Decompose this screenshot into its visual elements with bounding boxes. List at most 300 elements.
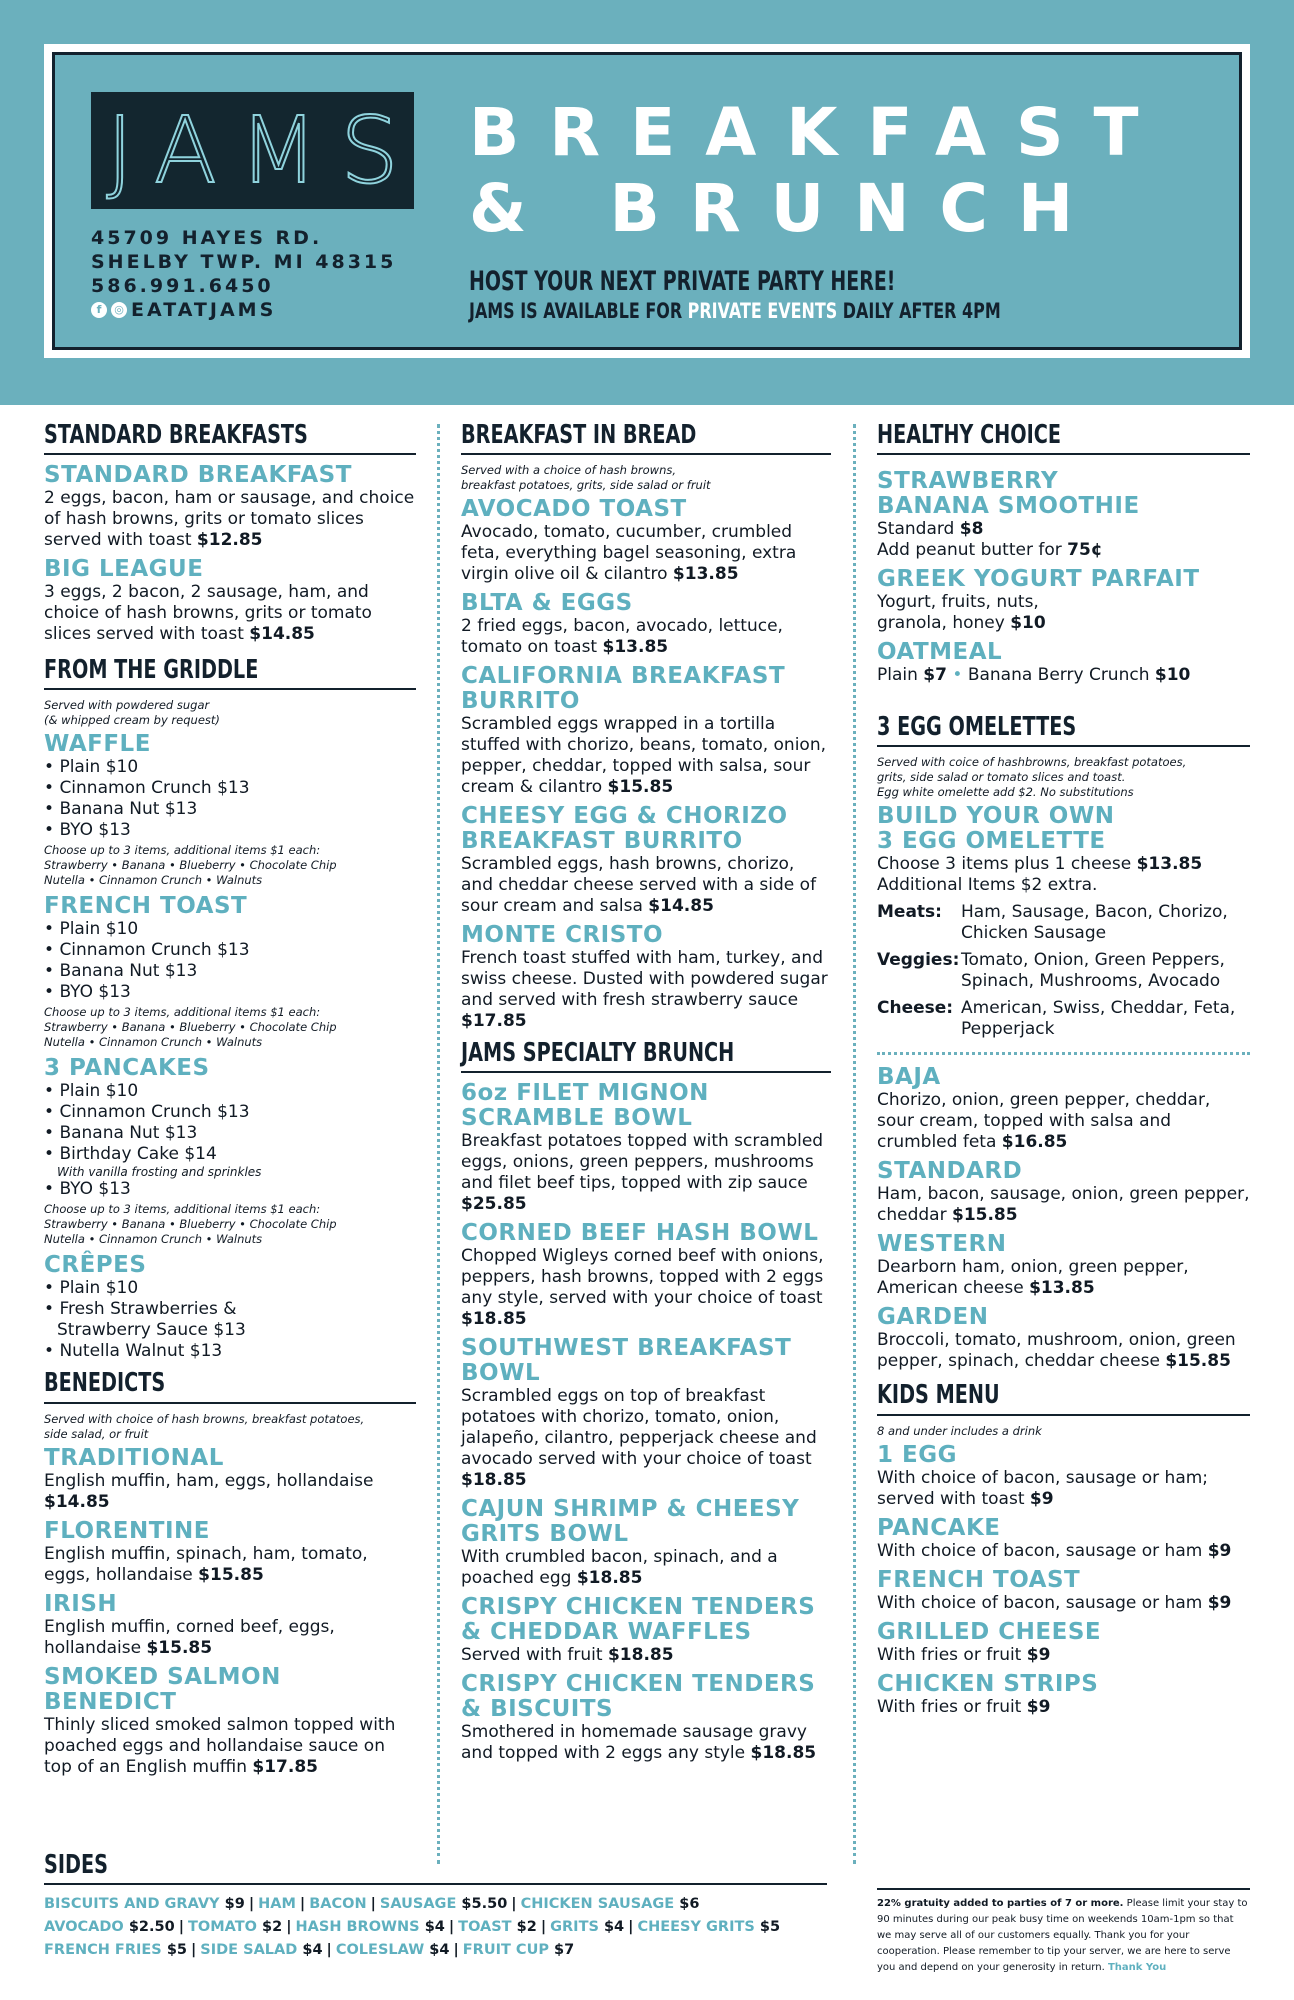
side-name: GRITS [550, 1919, 599, 1936]
item-name: CRÊPES [44, 1252, 147, 1279]
section-heading: HEALTHY CHOICE [877, 420, 1062, 450]
item-desc [44, 1715, 416, 1778]
side-price: $5 [759, 1919, 781, 1936]
address-line-1: 45709 HAYES RD. [91, 227, 323, 249]
side-name: COLESLAW [335, 1942, 425, 1959]
column-right [877, 420, 1250, 1724]
item-price: $18.85 [750, 1743, 817, 1764]
menu-item [461, 923, 831, 1032]
item-desc: Additional Items $2 extra. [877, 875, 1098, 896]
social-handle-text: EATATJAMS [131, 299, 277, 321]
item-name: 1 EGG [877, 1441, 957, 1468]
desc-text: Plain [877, 665, 924, 686]
option: • Plain $10 [44, 757, 416, 778]
desc-text: Chopped Wigleys corned beef with onions, peppers, hash browns, topped with 2 eggs any style, served with your choice of toast [461, 1246, 824, 1309]
section-breakfast-in-bread [461, 420, 831, 455]
toppings-note [44, 1202, 416, 1247]
item-name: GREEK YOGURT PARFAIT [877, 566, 1200, 593]
section-heading: SIDES [44, 1850, 108, 1880]
item-price: $17.85 [461, 1011, 527, 1032]
menu-title-line-1: BREAKFAST [469, 94, 1169, 171]
item-price: $16.85 [1001, 1132, 1068, 1153]
option: • Cinnamon Crunch $13 [44, 778, 416, 799]
option: • Nutella Walnut $13 [44, 1341, 416, 1362]
item-desc [877, 1090, 1250, 1153]
separator: | [326, 1942, 332, 1959]
item-name: BIG LEAGUE [44, 556, 204, 583]
toppings-note [44, 1005, 416, 1050]
item-name: CHICKEN STRIPS [877, 1670, 1099, 1697]
section-sides [44, 1850, 827, 1962]
item-desc [877, 1257, 1250, 1299]
menu-item-pancakes [44, 1056, 416, 1247]
section-heading: BENEDICTS [44, 1368, 166, 1399]
menu-item [877, 1065, 1250, 1153]
item-price: $15.85 [1165, 1351, 1231, 1372]
desc-text: Broccoli, tomato, mushroom, onion, green pepper, spinach, cheddar cheese [877, 1330, 1236, 1372]
logo-text: JAMS [106, 97, 421, 204]
item-price: $14.85 [249, 624, 315, 645]
item-desc [44, 1617, 416, 1659]
menu-item [461, 1595, 831, 1666]
side-price: $4 [424, 1919, 445, 1936]
toppings-note [44, 843, 416, 888]
section-heading: STANDARD BREAKFASTS [44, 420, 308, 450]
column-left [44, 420, 416, 1784]
cheese-list: American, Swiss, Cheddar, Feta, Pepperjack [961, 998, 1236, 1040]
section-note: 8 and under includes a drink [877, 1423, 1042, 1438]
note-line: Choose up to 3 items, additional items $1 each: [44, 1005, 321, 1020]
item-price: $13.85 [602, 637, 669, 658]
item-price: $10 [1010, 613, 1046, 634]
desc-text: Served with fruit [461, 1645, 608, 1666]
desc-text: English muffin, ham, eggs, hollandaise [44, 1470, 374, 1491]
item-price: 75¢ [1067, 540, 1103, 561]
standard-items [44, 463, 416, 645]
item-name: CHEESY EGG & CHORIZO BREAKFAST BURRITO [461, 803, 788, 855]
side-price: $5 [166, 1942, 187, 1959]
menu-item [877, 1159, 1250, 1226]
desc-text: Breakfast potatoes topped with scrambled eggs, onions, green peppers, mushrooms and filet beef tips, topped with zip sauce [461, 1131, 824, 1194]
item-price: $14.85 [44, 1491, 110, 1512]
item-price: $14.85 [648, 896, 714, 917]
item-price: $13.85 [672, 564, 739, 585]
column-divider-2 [853, 424, 856, 1864]
menu-item [461, 1081, 831, 1215]
item-desc [877, 854, 1250, 875]
item-desc [44, 582, 416, 645]
note-line: (& whipped cream by request) [44, 713, 220, 728]
social-handle[interactable] [91, 299, 276, 321]
desc-text: With fries or fruit [877, 1696, 1027, 1717]
note-line: Strawberry • Banana • Blueberry • Chocolate Chip [44, 858, 337, 873]
menu-item [877, 1620, 1250, 1666]
separator: | [511, 1896, 517, 1913]
item-desc [461, 948, 831, 1032]
menu-item-build-your-own [877, 804, 1250, 1040]
desc-text: Yogurt, fruits, nuts, granola, honey [877, 592, 1039, 634]
private-events-highlight: PRIVATE EVENTS [687, 299, 838, 323]
section-note [877, 755, 1250, 800]
item-desc [461, 1645, 831, 1666]
item-name: CRISPY CHICKEN TENDERS & BISCUITS [461, 1671, 816, 1723]
item-price: $15.85 [951, 1205, 1018, 1226]
desc-text: 3 eggs, 2 bacon, 2 sausage, ham, and choice of hash browns, grits or tomato slices served with toast [44, 582, 372, 645]
menu-item [44, 1446, 416, 1513]
item-price: $9 [1207, 1592, 1232, 1613]
section-benedicts [44, 1368, 416, 1403]
item-desc [461, 522, 831, 585]
section-healthy-choice [877, 420, 1250, 455]
item-name: STANDARD BREAKFAST [44, 462, 352, 489]
item-desc [877, 1184, 1250, 1226]
menu-item [461, 591, 831, 658]
option: • Cinnamon Crunch $13 [44, 940, 416, 961]
section-specialty-brunch [461, 1038, 831, 1073]
desc-text: With choice of bacon, sausage or ham; served with toast [877, 1467, 1209, 1509]
section-note [461, 463, 831, 493]
option-text: Strawberry Sauce $13 [57, 1320, 246, 1341]
private-events-text-c: DAILY AFTER 4PM [837, 299, 1001, 323]
item-price: $18.85 [461, 1470, 527, 1491]
column-divider-1 [437, 424, 440, 1864]
menu-item [44, 1592, 416, 1659]
item-name: OATMEAL [877, 639, 1003, 666]
side-name: CHEESY GRITS [637, 1919, 755, 1936]
side-name: CHICKEN SAUSAGE [520, 1896, 675, 1913]
item-desc [44, 1471, 416, 1513]
address-line-2: SHELBY TWP. MI 48315 [91, 251, 397, 273]
note-line: Strawberry • Banana • Blueberry • Chocolate Chip [44, 1020, 337, 1035]
item-price: $7 [923, 665, 947, 686]
item-desc [461, 854, 831, 917]
option-text: Fresh Strawberries & [59, 1299, 237, 1320]
menu-item [877, 1568, 1250, 1614]
cheese-row [877, 998, 1250, 1040]
item-name: BAJA [877, 1064, 941, 1091]
item-name: FLORENTINE [44, 1517, 210, 1544]
thank-you: Thank You [1107, 1962, 1167, 1973]
item-desc [461, 1131, 831, 1215]
cheese-label: Cheese: [877, 998, 954, 1019]
option: • BYO $13 [44, 820, 416, 841]
meats-row [877, 902, 1250, 944]
note-line: Nutella • Cinnamon Crunch • Walnuts [44, 1232, 263, 1247]
side-name: TOAST [458, 1919, 512, 1936]
option-list [44, 919, 416, 1003]
item-price: $9 [1026, 1644, 1051, 1665]
menu-item [877, 1305, 1250, 1372]
item-desc [877, 592, 1077, 634]
side-price: $4 [429, 1942, 450, 1959]
item-price: $13.85 [1029, 1278, 1095, 1299]
item-price: $18.85 [607, 1645, 674, 1666]
item-desc [877, 665, 1250, 686]
private-events-text-a: JAMS IS AVAILABLE FOR [469, 299, 688, 323]
desc-text: Avocado, tomato, cucumber, crumbled feta, everything bagel seasoning, extra virgin olive oil & cilantro [461, 522, 797, 585]
item-price: $13.85 [1136, 854, 1203, 875]
desc-text: Scrambled eggs wrapped in a tortilla stuffed with chorizo, beans, tomato, onion, pepper, cheddar, topped with salsa, sour cream & cilantro [461, 714, 827, 798]
section-heading: KIDS MENU [877, 1380, 1000, 1411]
section-standard-breakfasts [44, 420, 416, 455]
side-name: SAUSAGE [379, 1896, 457, 1913]
item-name: AVOCADO TOAST [461, 496, 687, 523]
item-desc [44, 488, 416, 551]
desc-text: Smothered in homemade sausage gravy and topped with 2 eggs any style [461, 1722, 807, 1764]
item-name: STRAWBERRY BANANA SMOOTHIE [877, 468, 1140, 520]
menu-item [877, 1443, 1250, 1510]
note-line: Egg white omelette add $2. No substitutions [877, 785, 1134, 800]
gratuity-bold: 22% gratuity added to parties of 7 or more. [877, 1898, 1124, 1909]
item-price: $25.85 [461, 1194, 527, 1215]
item-desc [877, 1645, 1250, 1666]
separator: | [178, 1919, 184, 1936]
section-omelettes [877, 712, 1250, 747]
sides-row [44, 1939, 827, 1962]
item-price: $15.85 [146, 1637, 213, 1658]
veggies-row [877, 950, 1250, 992]
side-price: $4 [603, 1919, 625, 1936]
option: • Plain $10 [44, 1081, 416, 1102]
side-name: AVOCADO [44, 1919, 124, 1936]
item-price: $15.85 [198, 1564, 264, 1585]
private-events-line [469, 299, 1001, 323]
sides-heading-rule [44, 1850, 827, 1885]
bread-items [461, 497, 831, 1032]
option: • Banana Nut $13 [44, 799, 416, 820]
note-line: side salad, or fruit [44, 1426, 149, 1441]
item-name: FRENCH TOAST [877, 1566, 1081, 1593]
section-heading: FROM THE GRIDDLE [44, 655, 259, 686]
option-list [44, 1278, 416, 1362]
item-desc [461, 616, 831, 658]
separator: | [448, 1919, 455, 1936]
item-name: TRADITIONAL [44, 1444, 224, 1471]
item-price: $8 [959, 519, 984, 540]
side-name: HASH BROWNS [295, 1919, 420, 1936]
bullet-separator: • [946, 665, 968, 686]
desc-text: Chorizo, onion, green pepper, cheddar, sour cream, topped with salsa and crumbled feta [877, 1090, 1211, 1153]
gratuity-text: Please limit your stay to 90 minutes during our peak busy time on weekends 10am-1pm so that we may serve all of our customers equally. Thank you for your cooperation. Please remember to tip your server, we are here to serve you and depend on your generosity in return. [877, 1898, 1248, 1973]
menu-item-french-toast [44, 894, 416, 1050]
sides-row [44, 1916, 827, 1939]
item-name: SOUTHWEST BREAKFAST BOWL [461, 1335, 792, 1387]
menu-item-oatmeal [877, 640, 1250, 686]
section-heading: JAMS SPECIALTY BRUNCH [461, 1038, 735, 1069]
separator: | [628, 1919, 634, 1936]
desc-text: With choice of bacon, sausage or ham [877, 1540, 1208, 1561]
note-line: Choose up to 3 items, additional items $1 each: [44, 843, 321, 858]
side-price: $5.50 [461, 1896, 508, 1913]
option-list [44, 757, 416, 841]
item-name: PANCAKE [877, 1514, 1001, 1541]
note-line: Served with a choice of hash browns, [461, 463, 677, 478]
header-inner [52, 52, 1242, 350]
menu-item-waffle [44, 732, 416, 888]
option-list [44, 1081, 416, 1165]
side-name: BACON [309, 1896, 367, 1913]
note-line: breakfast potatoes, grits, side salad or fruit [461, 478, 711, 493]
item-name: GRILLED CHEESE [877, 1618, 1102, 1645]
item-name: SMOKED SALMON BENEDICT [44, 1663, 281, 1715]
desc-text: With fries or fruit [877, 1644, 1027, 1665]
veggies-list: Tomato, Onion, Green Peppers, Spinach, Mushrooms, Avocado [961, 950, 1225, 992]
item-name: 6oz FILET MIGNON SCRAMBLE BOWL [461, 1080, 709, 1132]
item-price: $10 [1154, 665, 1191, 686]
item-price: $12.85 [196, 530, 263, 551]
item-desc [461, 1722, 831, 1764]
item-name: GARDEN [877, 1304, 989, 1331]
menu-item-parfait [877, 567, 1250, 634]
menu-item [877, 1672, 1250, 1718]
menu-item [877, 1232, 1250, 1299]
menu-item [44, 1519, 416, 1586]
desc-text: French toast stuffed with ham, turkey, and swiss cheese. Dusted with powdered sugar and served with fresh strawberry sauce [461, 948, 828, 1011]
omelette-items [877, 1065, 1250, 1372]
item-name: BUILD YOUR OWN 3 EGG OMELETTE [877, 803, 1115, 855]
desc-text: Thinly sliced smoked salmon topped with poached eggs and hollandaise sauce on top of an English muffin [44, 1714, 396, 1777]
note-line: Strawberry • Banana • Blueberry • Chocolate Chip [44, 1217, 337, 1232]
section-note [44, 1412, 416, 1442]
menu-item [44, 1665, 416, 1778]
desc-text: With crumbled bacon, spinach, and a poached egg [461, 1547, 778, 1589]
menu-item [461, 1221, 831, 1330]
desc-text: 2 eggs, bacon, ham or sausage, and choice of hash browns, grits or tomato slices served with toast [44, 488, 415, 551]
option-list [44, 1179, 416, 1200]
item-name: FRENCH TOAST [44, 893, 248, 920]
item-name: CRISPY CHICKEN TENDERS & CHEDDAR WAFFLES [461, 1594, 816, 1646]
menu-item [461, 804, 831, 917]
menu-item [461, 1672, 831, 1764]
item-name: CALIFORNIA BREAKFAST BURRITO [461, 663, 786, 715]
birthday-cake-note: With vanilla frosting and sprinkles [57, 1165, 262, 1180]
item-desc [44, 1544, 416, 1586]
side-price: $7 [554, 1942, 575, 1959]
note-line: Served with powdered sugar [44, 698, 210, 713]
desc-text: With choice of bacon, sausage or ham [877, 1592, 1208, 1613]
item-desc [877, 519, 1250, 540]
option: • BYO $13 [44, 982, 416, 1003]
veggies-label: Veggies: [877, 950, 960, 971]
item-desc [461, 714, 831, 798]
menu-item-crepes [44, 1253, 416, 1362]
facebook-icon[interactable]: f [91, 302, 107, 318]
side-price: $9 [224, 1896, 245, 1913]
desc-text: Banana Berry Crunch [967, 665, 1155, 686]
item-price: $9 [1207, 1540, 1232, 1561]
meats-list: Ham, Sausage, Bacon, Chorizo, Chicken Sausage [961, 902, 1228, 944]
item-price: $18.85 [576, 1568, 643, 1589]
section-note [44, 698, 416, 728]
kids-items [877, 1443, 1250, 1718]
option: • Banana Nut $13 [44, 1123, 416, 1144]
section-heading: BREAKFAST IN BREAD [461, 420, 697, 450]
side-name: BISCUITS AND GRAVY [44, 1896, 220, 1913]
private-party-headline: HOST YOUR NEXT PRIVATE PARTY HERE! [469, 266, 896, 297]
item-name: MONTE CRISTO [461, 922, 664, 949]
instagram-icon[interactable]: ◎ [111, 302, 127, 318]
desc-text: Standard [877, 519, 960, 540]
menu-item [461, 1497, 831, 1589]
side-price: $6 [679, 1896, 700, 1913]
note-line: grits, side salad or tomato slices and toast. [877, 770, 1126, 785]
desc-text: English muffin, corned beef, eggs, hollandaise [44, 1616, 335, 1658]
meats-label: Meats: [877, 902, 942, 923]
note-line: Served with coice of hashbrowns, breakfast potatoes, [877, 755, 1187, 770]
item-desc [461, 1386, 831, 1491]
section-heading: 3 EGG OMELETTES [877, 712, 1077, 743]
separator: | [286, 1919, 292, 1936]
menu-title-line-2: & BRUNCH [469, 170, 1104, 247]
separator: | [540, 1919, 547, 1936]
item-price: $17.85 [252, 1756, 318, 1777]
item-price: $18.85 [461, 1309, 527, 1330]
desc-text: Scrambled eggs, hash browns, chorizo, and cheddar cheese served with a side of sour cream and salsa [461, 854, 817, 917]
side-name: FRUIT CUP [462, 1942, 549, 1959]
item-price: $15.85 [607, 777, 674, 798]
item-name: CORNED BEEF HASH BOWL [461, 1220, 819, 1247]
note-line: Choose up to 3 items, additional items $1 each: [44, 1202, 321, 1217]
benedict-items [44, 1446, 416, 1778]
menu-item [44, 557, 416, 645]
desc-text: Scrambled eggs on top of breakfast potatoes with chorizo, tomato, onion, jalapeño, cilantro, pepperjack cheese and avocado served with your choice of toast [461, 1386, 817, 1470]
desc-text: Choose 3 items plus 1 cheese [877, 854, 1137, 875]
menu-item [461, 664, 831, 798]
item-desc [461, 1246, 831, 1330]
jams-logo [91, 92, 421, 209]
separator: | [370, 1896, 376, 1913]
option [44, 1299, 416, 1341]
section-kids-menu [877, 1380, 1250, 1415]
option: • Plain $10 [44, 1278, 416, 1299]
desc-text: English muffin, spinach, ham, tomato, eggs, hollandaise [44, 1543, 368, 1585]
option: • Cinnamon Crunch $13 [44, 1102, 416, 1123]
item-price: $9 [1029, 1488, 1054, 1509]
column-middle [461, 420, 831, 1770]
phone-number[interactable]: 586.991.6450 [91, 275, 274, 297]
side-price: $2.50 [128, 1919, 175, 1936]
item-desc [877, 1330, 1250, 1372]
side-name: SIDE SALAD [200, 1942, 298, 1959]
option: • Birthday Cake $14 [44, 1144, 416, 1165]
desc-text: Ham, bacon, sausage, onion, green pepper, cheddar [877, 1184, 1250, 1226]
desc-text: 2 fried eggs, bacon, avocado, lettuce, tomato on toast [461, 616, 783, 658]
note-line: Served with choice of hash browns, breakfast potatoes, [44, 1411, 365, 1426]
option: • BYO $13 [44, 1179, 416, 1200]
item-desc [877, 1468, 1250, 1510]
dotted-divider [877, 1052, 1250, 1055]
gratuity-notice [877, 1888, 1250, 1976]
item-name: WESTERN [877, 1231, 1007, 1258]
item-price: $9 [1026, 1696, 1051, 1717]
separator: | [299, 1896, 306, 1913]
menu-item [461, 1336, 831, 1491]
menu-item [44, 463, 416, 551]
side-name: FRENCH FRIES [44, 1942, 162, 1959]
side-price: $2 [516, 1919, 537, 1936]
item-name: CAJUN SHRIMP & CHEESY GRITS BOWL [461, 1496, 800, 1548]
specialty-items [461, 1081, 831, 1764]
item-desc [877, 1593, 1250, 1614]
item-desc [877, 1697, 1250, 1718]
sides-row [44, 1893, 827, 1916]
side-price: $4 [302, 1942, 323, 1959]
separator: | [248, 1896, 255, 1913]
menu-item [461, 497, 831, 585]
separator: | [191, 1942, 197, 1959]
option: • Banana Nut $13 [44, 961, 416, 982]
section-from-the-griddle [44, 655, 416, 690]
